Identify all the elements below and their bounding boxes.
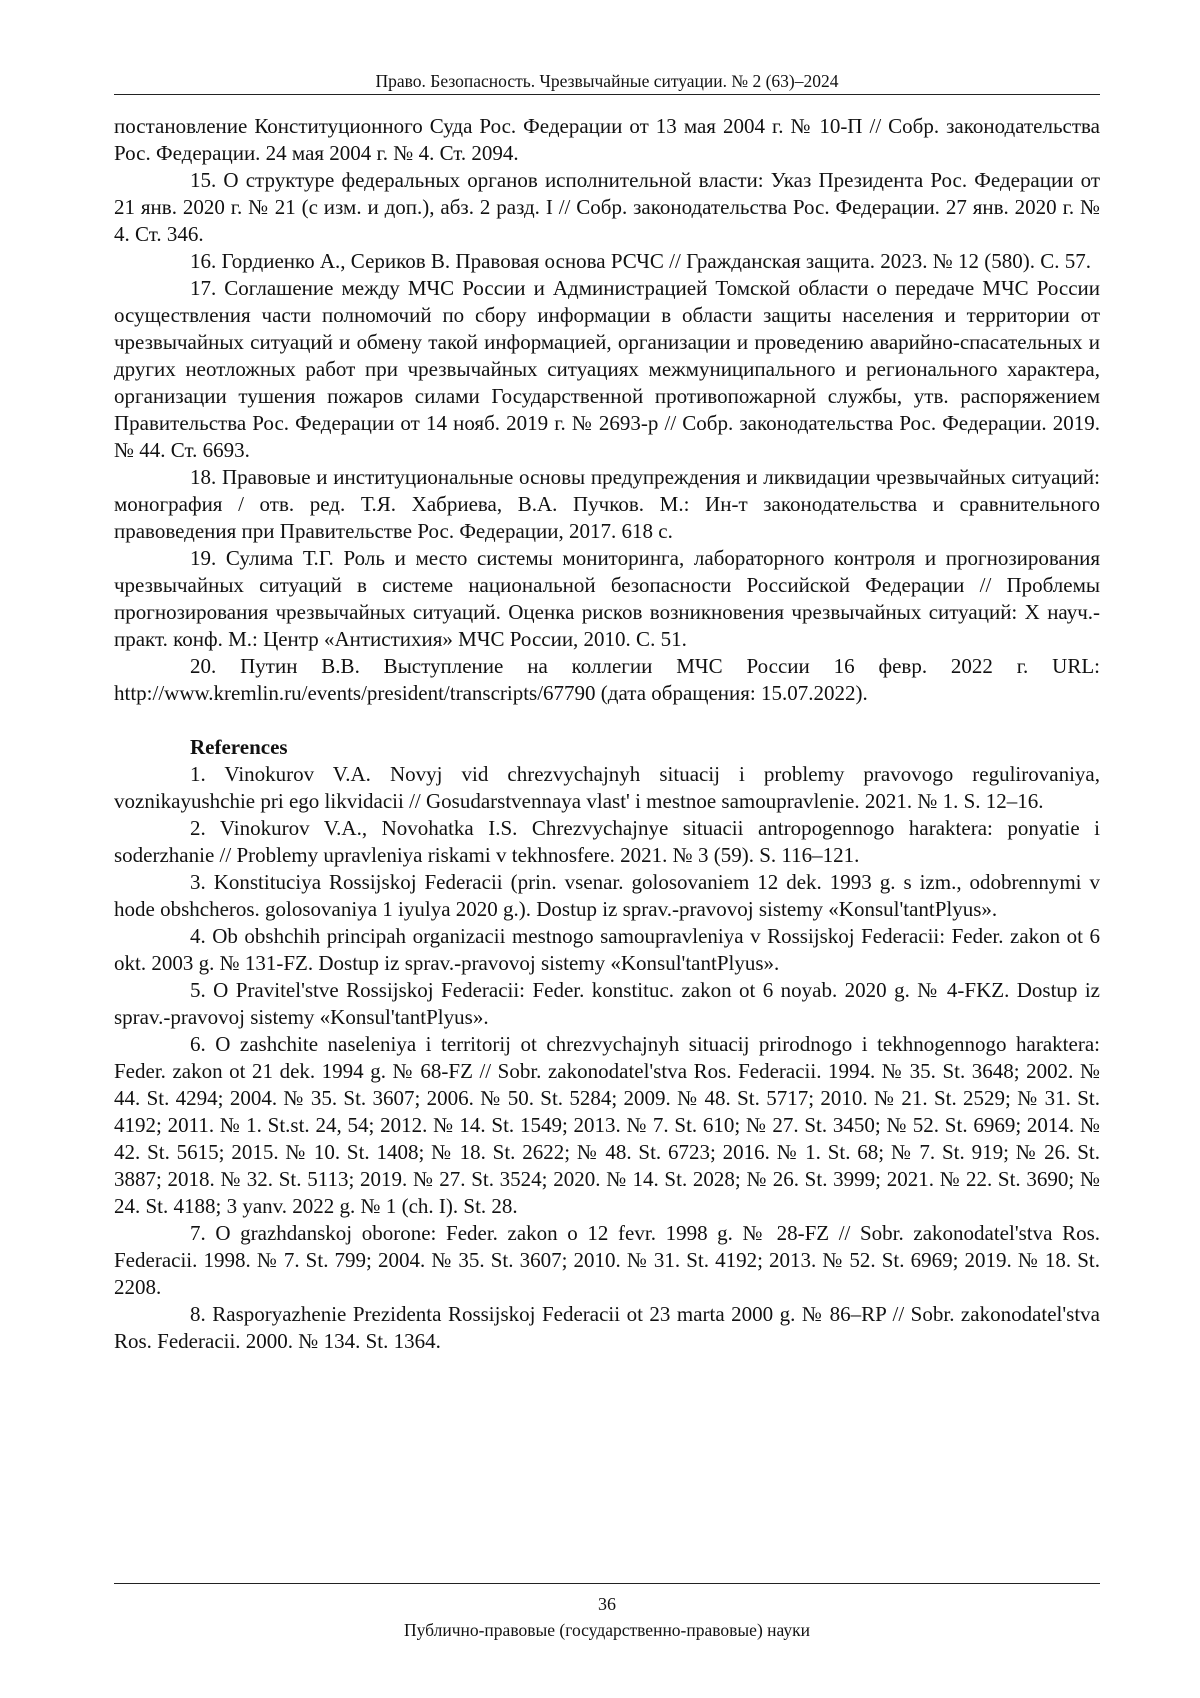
reference-entry-5: 5. O Pravitel'stve Rossijskoj Federacii: Feder. konstituc. zakon ot 6 noyab. 2020 g. № 4-FKZ. Dostup iz sprav.-pravovoj sistemy «Konsul'tantPlyus».: [114, 978, 1100, 1029]
bibliography-entry-19: 19. Сулима Т.Г. Роль и место системы мониторинга, лабораторного контроля и прогнозирования чрезвычайных ситуаций в системе национальной безопасности Российской Федерации // Проблемы прогнозирования чрезвычайных ситуаций. Оценка рисков возникновения чрезвычайных ситуаций: X науч.-практ. конф. М.: Центр «Антистихия» МЧС России, 2010. С. 51.: [114, 546, 1100, 651]
bibliography-entry-15: 15. О структуре федеральных органов исполнительной власти: Указ Президента Рос. Федерации от 21 янв. 2020 г. № 21 (с изм. и доп.), абз. 2 разд. I // Собр. законодательства Рос. Федерации. 27 янв. 2020 г. № 4. Ст. 346.: [114, 168, 1100, 246]
bibliography-entry-16: 16. Гордиенко А., Сериков В. Правовая основа РСЧС // Гражданская защита. 2023. № 12 (580). С. 57.: [190, 249, 1091, 273]
page-number: 36: [598, 1594, 616, 1614]
page-body: [114, 113, 1100, 1355]
bibliography-list: [114, 167, 1100, 707]
footer-divider: [114, 1583, 1100, 1584]
reference-entry-1: 1. Vinokurov V.A. Novyj vid chrezvychajnyh situacij i problemy pravovogo regulirovaniya, voznikayushchie pri ego likvidacii // Gosudarstvennaya vlast' i mestnoe samoupravlenie. 2021. № 1. S. 12–16.: [114, 762, 1100, 813]
header-divider: [114, 94, 1100, 95]
continued-reference-text: постановление Конституционного Суда Рос. Федерации от 13 мая 2004 г. № 10-П // Собр. законодательства Рос. Федерации. 24 мая 2004 г. № 4. Ст. 2094.: [114, 114, 1100, 165]
references-list: [114, 761, 1100, 1355]
reference-entry-6: 6. O zashchite naseleniya i territorij ot chrezvychajnyh situacij prirodnogo i tekhnogennogo haraktera: Feder. zakon ot 21 dek. 1994 g. № 68-FZ // Sobr. zakonodatel'stva Ros. Federacii. 1994. № 35. St. 3648; 2002. № 44. St. 4294; 2004. № 35. St. 3607; 2006. № 50. St. 5284; 2009. № 48. St. 5717; 2010. № 21. St. 2529; № 31. St. 4192; 2011. № 1. St.st. 24, 54; 2012. № 14. St. 1549; 2013. № 7. St. 610; № 27. St. 3450; № 52. St. 6969; 2014. № 42. St. 5615; 2015. № 10. St. 1408; № 18. St. 2622; № 48. St. 6723; 2016. № 1. St. 68; № 7. St. 919; № 26. St. 3887; 2018. № 32. St. 5113; 2019. № 27. St. 3524; 2020. № 14. St. 2028; № 26. St. 3999; 2021. № 22. St. 3690; № 24. St. 4188; 3 yanv. 2022 g. № 1 (ch. I). St. 28.: [114, 1032, 1100, 1218]
running-header: Право. Безопасность. Чрезвычайные ситуации. № 2 (63)–2024: [375, 71, 839, 91]
reference-entry-7: 7. O grazhdanskoj oborone: Feder. zakon o 12 fevr. 1998 g. № 28-FZ // Sobr. zakonodatel'stva Ros. Federacii. 1998. № 7. St. 799; 2004. № 35. St. 3607; 2010. № 31. St. 4192; 2013. № 52. St. 6969; 2019. № 18. St. 2208.: [114, 1221, 1100, 1299]
reference-entry-4: 4. Ob obshchih principah organizacii mestnogo samoupravleniya v Rossijskoj Federacii: Feder. zakon ot 6 okt. 2003 g. № 131-FZ. Dostup iz sprav.-pravovoj sistemy «Konsul'tantPlyus».: [114, 924, 1100, 975]
reference-entry-8: 8. Rasporyazhenie Prezidenta Rossijskoj Federacii ot 23 marta 2000 g. № 86–RP // Sobr. zakonodatel'stva Ros. Federacii. 2000. № 134. St. 1364.: [114, 1302, 1100, 1353]
bibliography-entry-17: 17. Соглашение между МЧС России и Администрацией Томской области о передаче МЧС России осуществления части полномочий по сбору информации в области защиты населения и территории от чрезвычайных ситуаций и обмену такой информацией, организации и проведению аварийно-спасательных и других неотложных работ при чрезвычайных ситуациях межмуниципального и регионального характера, организации тушения пожаров силами Государственной противопожарной службы, утв. распоряжением Правительства Рос. Федерации от 14 нояб. 2019 г. № 2693-р // Собр. законодательства Рос. Федерации. 2019. № 44. Ст. 6693.: [114, 276, 1100, 462]
reference-entry-3: 3. Konstituciya Rossijskoj Federacii (prin. vsenar. golosovaniem 12 dek. 1993 g. s izm., odobrennymi v hode obshcheros. golosovaniya 1 iyulya 2020 g.). Dostup iz sprav.-pravovoj sistemy «Konsul'tantPlyus».: [114, 870, 1100, 921]
bibliography-entry-20: 20. Путин В.В. Выступление на коллегии МЧС России 16 февр. 2022 г. URL: http://www.kremlin.ru/events/president/transcripts/67790 (дата обращения: 15.07.2022).: [114, 654, 1100, 705]
bibliography-entry-18: 18. Правовые и институциональные основы предупреждения и ликвидации чрезвычайных ситуаций: монография / отв. ред. Т.Я. Хабриева, В.А. Пучков. М.: Ин-т законодательства и сравнительного правоведения при Правительстве Рос. Федерации, 2017. 618 с.: [114, 465, 1100, 543]
references-heading: References: [190, 735, 288, 759]
running-footer: Публично-правовые (государственно-правовые) науки: [403, 1620, 811, 1640]
reference-entry-2: 2. Vinokurov V.A., Novohatka I.S. Chrezvychajnye situacii antropogennogo haraktera: ponyatie i soderzhanie // Problemy upravleniya riskami v tekhnosfere. 2021. № 3 (59). S. 116–121.: [114, 816, 1100, 867]
